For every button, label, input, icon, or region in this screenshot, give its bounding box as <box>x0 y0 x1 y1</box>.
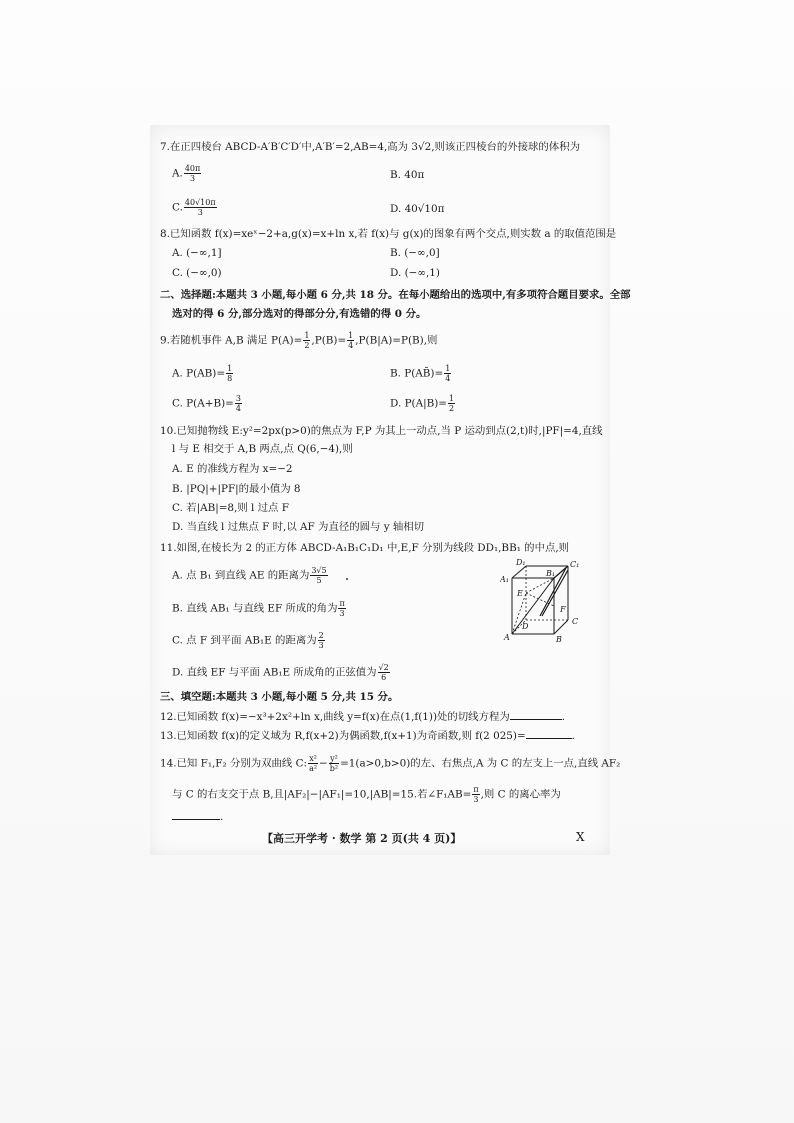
label-a: A <box>504 633 510 642</box>
q10-stem-line-1: 10.已知抛物线 E:y²=2px(p>0)的焦点为 F,P 为其上一动点,当 P 运动到点(2,t)时,|PF|=4,直线 <box>160 425 603 437</box>
speck-mark <box>346 578 348 580</box>
label-f: F <box>560 605 566 614</box>
label-d: D <box>522 622 529 631</box>
q7-option-b: B. 40π <box>390 169 425 181</box>
q8-stem: 8.已知函数 f(x)=xeˣ−2+a,g(x)=x+ln x,若 f(x)与 g(x)的图象有两个交点,则实数 a 的取值范围是 <box>160 228 617 240</box>
label-b1: B₁ <box>546 569 556 578</box>
q11-option-a: A. 点 B₁ 到直线 AE 的距离为 $\frac{3√5}{5}$ <box>172 566 327 585</box>
q7-stem: 7.在正四棱台 ABCD-A′B′C′D′中,A′B′=2,AB=4,高为 3√2,则该正四棱台的外接球的体积为 <box>160 141 580 153</box>
q8-option-d: D. (−∞,1) <box>390 267 440 279</box>
q9-option-d: D. P(A|B)= $\frac{1}{2}$ <box>390 394 455 413</box>
q10-option-a: A. E 的准线方程为 x=−2 <box>172 463 293 475</box>
q8-option-c: C. (−∞,0) <box>172 267 222 279</box>
q10-stem-line-2: l 与 E 相交于 A,B 两点,点 Q(6,−4),则 <box>172 443 353 455</box>
q12-answer-blank[interactable] <box>510 719 562 720</box>
cube-figure <box>500 558 590 648</box>
q11-option-c: C. 点 F 到平面 AB₁E 的距离为 $\frac{2}{3}$ <box>172 631 324 650</box>
label-b: B <box>556 635 562 644</box>
q7-option-a: A. $\frac{40\pi}{3}$ <box>172 164 201 183</box>
q14-answer-line: . <box>172 810 223 824</box>
q8-option-b: B. (−∞,0] <box>390 247 440 259</box>
q7-option-d: D. 40√10π <box>390 203 445 215</box>
q14-line-2: 与 C 的右支交于点 B,且|AF₂|−|AF₁|=10,|AB|=15.若∠F₁AB= $\frac{\pi}{3}$ ,则 C 的离心率为 <box>172 785 561 804</box>
q9-option-b: B. P(AB̄)= $\frac{1}{4}$ <box>390 364 451 383</box>
section-2-heading: 二、选择题:本题共 3 小题,每小题 6 分,共 18 分。在每小题给出的选项中,有多项符合题目要求。全部 <box>160 289 631 301</box>
page-footer: 【高三开学考 · 数学 第 2 页(共 4 页)】 <box>262 832 462 845</box>
q7-option-c: C. $\frac{40√10\pi}{3}$ <box>172 198 216 217</box>
label-c1: C₁ <box>570 560 580 569</box>
label-c: C <box>572 617 579 626</box>
q11-stem: 11.如图,在棱长为 2 的正方体 ABCD-A₁B₁C₁D₁ 中,E,F 分别为线段 DD₁,BB₁ 的中点,则 <box>160 542 570 554</box>
q13-answer-blank[interactable] <box>526 738 572 739</box>
q9-option-c: C. P(A+B)= $\frac{3}{4}$ <box>172 394 241 413</box>
q14-answer-blank[interactable] <box>172 819 220 820</box>
q10-option-b: B. |PQ|+|PF|的最小值为 8 <box>172 483 301 495</box>
q10-option-c: C. 若|AB|=8,则 l 过点 F <box>172 502 289 514</box>
label-d1: D₁ <box>516 558 526 567</box>
q9-stem: 9.若随机事件 A,B 满足 P(A)= $\frac{1}{2}$ ,P(B)= $\frac{1}{4}$ ,P(B|A)=P(B),则 <box>160 331 438 350</box>
section-3-heading: 三、填空题:本题共 3 小题,每小题 5 分,共 15 分。 <box>160 691 399 703</box>
q8-option-a: A. (−∞,1] <box>172 247 222 259</box>
label-e: E <box>517 589 523 598</box>
q10-option-d: D. 当直线 l 过焦点 F 时,以 AF 为直径的圆与 y 轴相切 <box>172 521 425 533</box>
q14-line-1: 14.已知 F₁,F₂ 分别为双曲线 C: $\frac{\text{x²}}{\text{a²}}$ − $\frac{\text{y²}}{\text{b²}}$ =1(a>0,b>0)的左、右焦点,A 为 C 的左支上一点,直线 AF₂ <box>160 754 621 773</box>
footer-mark: X <box>576 830 585 844</box>
q12-text: 12.已知函数 f(x)=−x³+2x²+ln x,曲线 y=f(x)在点(1,f(1))处的切线方程为 . <box>160 711 566 723</box>
q13-text: 13.已知函数 f(x)的定义域为 R,f(x+2)为偶函数,f(x+1)为奇函数,则 f(2 025)= . <box>160 730 575 742</box>
q9-option-a: A. P(AB)= $\frac{1}{8}$ <box>172 364 233 383</box>
section-2-note: 选对的得 6 分,部分选对的得部分分,有选错的得 0 分。 <box>172 308 427 320</box>
label-a1: A₁ <box>500 575 509 584</box>
q11-option-d: D. 直线 EF 与平面 AB₁E 所成角的正弦值为 $\frac{√2}{6}$ <box>172 663 389 682</box>
q11-option-b: B. 直线 AB₁ 与直线 EF 所成的角为 $\frac{\pi}{3}$ <box>172 599 345 618</box>
